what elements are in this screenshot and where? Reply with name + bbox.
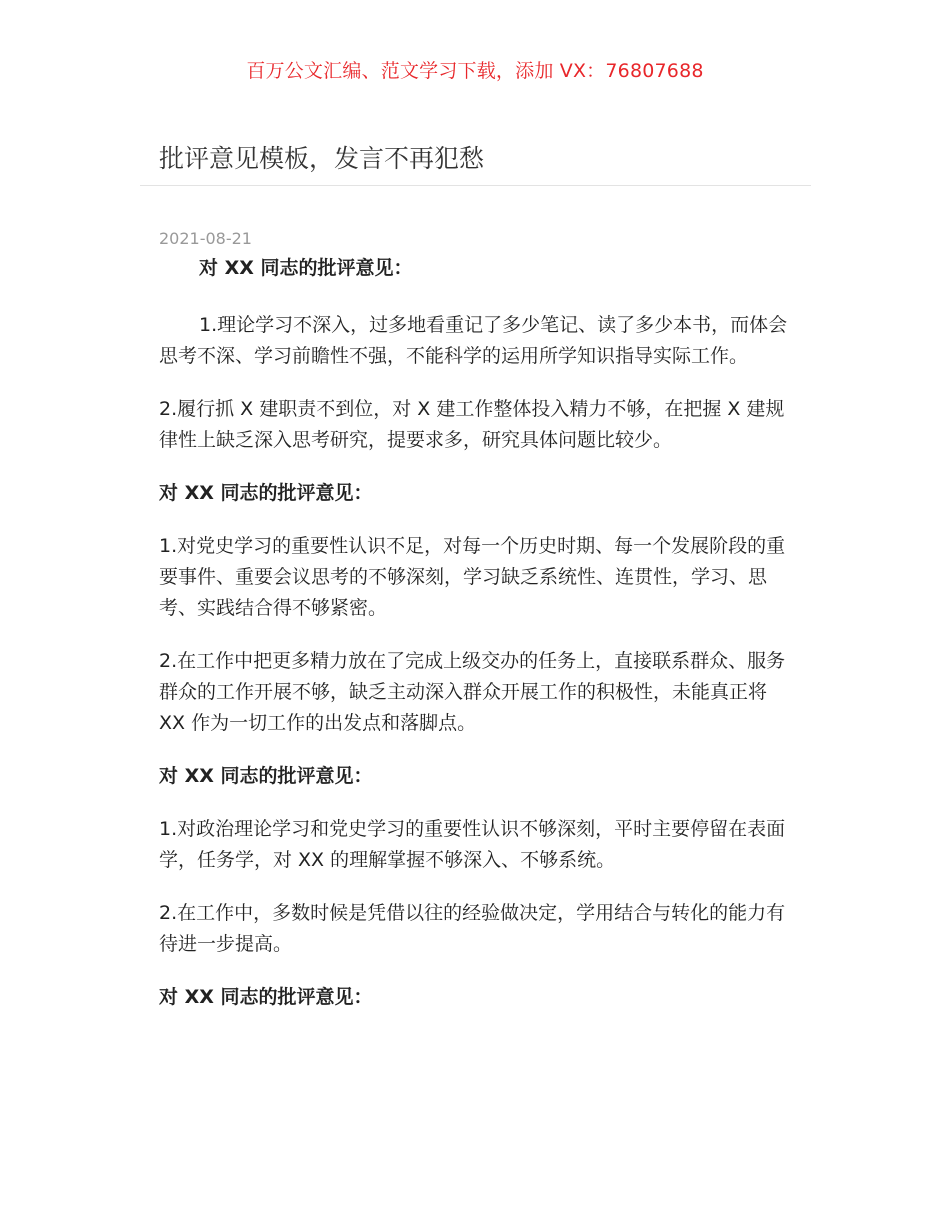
article-body bbox=[159, 253, 799, 1035]
paragraph: 1.对政治理论学习和党史学习的重要性认识不够深刻，平时主要停留在表面学，任务学，对 XX 的理解掌握不够深入、不够系统。 bbox=[159, 818, 786, 871]
promo-banner: 百万公文汇编、范文学习下载，添加 VX：76807688 bbox=[246, 60, 704, 82]
paragraph: 2.在工作中，多数时候是凭借以往的经验做决定，学用结合与转化的能力有待进一步提高。 bbox=[159, 902, 786, 955]
paragraph: 1.对党史学习的重要性认识不足，对每一个历史时期、每一个发展阶段的重要事件、重要会议思考的不够深刻，学习缺乏系统性、连贯性，学习、思考、实践结合得不够紧密。 bbox=[159, 535, 786, 619]
section-heading: 对 XX 同志的批评意见： bbox=[159, 986, 373, 1008]
title-divider bbox=[140, 185, 811, 186]
article-title: 批评意见模板，发言不再犯愁 bbox=[159, 144, 485, 173]
section-heading: 对 XX 同志的批评意见： bbox=[199, 257, 413, 279]
section-heading: 对 XX 同志的批评意见： bbox=[159, 482, 373, 504]
paragraph: 2.在工作中把更多精力放在了完成上级交办的任务上，直接联系群众、服务群众的工作开展不够，缺乏主动深入群众开展工作的积极性，未能真正将 XX 作为一切工作的出发点和落脚点。 bbox=[159, 650, 786, 734]
paragraph: 2.履行抓 X 建职责不到位，对 X 建工作整体投入精力不够，在把握 X 建规律性上缺乏深入思考研究，提要求多，研究具体问题比较少。 bbox=[159, 398, 785, 451]
article-date: 2021-08-21 bbox=[159, 229, 252, 248]
section-heading: 对 XX 同志的批评意见： bbox=[159, 765, 373, 787]
paragraph: 1.理论学习不深入，过多地看重记了多少笔记、读了多少本书，而体会思考不深、学习前瞻性不强，不能科学的运用所学知识指导实际工作。 bbox=[159, 314, 788, 367]
